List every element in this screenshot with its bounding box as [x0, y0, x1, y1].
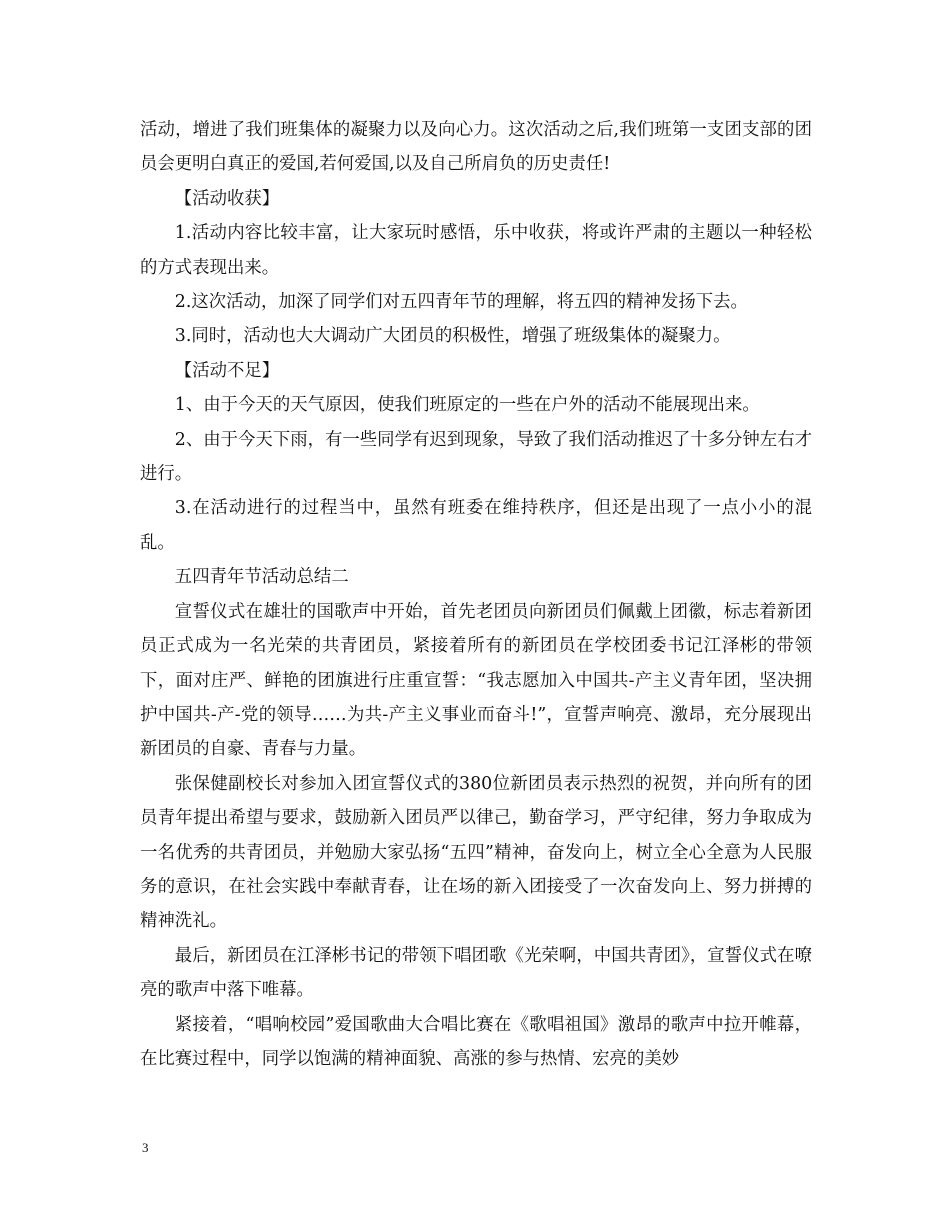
section-heading-shortcomings: 【活动不足】 — [174, 360, 280, 381]
document-body — [140, 113, 812, 1076]
shortcoming-item-3: 3.在活动进行的过程当中，虽然有班委在维持秩序，但还是出现了一点小小的混乱。 — [140, 498, 812, 553]
shortcoming-item-1: 1、由于今天的天气原因，使我们班原定的一些在户外的活动不能展现出来。 — [174, 395, 760, 416]
section-title-summary-two: 五四青年节活动总结二 — [174, 567, 349, 588]
paragraph-league-song: 最后，新团员在江泽彬书记的带领下唱团歌《光荣啊，中国共青团》，宣誓仪式在嘹亮的歌声中落下唯幕。 — [140, 945, 812, 1001]
harvest-item-3: 3.同时，活动也大大调动广大团员的积极性，增强了班级集体的凝聚力。 — [174, 326, 731, 347]
paragraph-oath-ceremony: 宣誓仪式在雄壮的国歌声中开始，首先老团员向新团员们佩戴上团徽，标志着新团员正式成为一名光荣的共青团员，紧接着所有的新团员在学校团委书记江泽彬的带领下，面对庄严、鲜艳的团旗进行庄重宣誓：“我志愿加入中国共-产主义青年团，坚决拥护中国共-产-党的领导……为共-产主义事业而奋斗!”，宣誓声响亮、激昂，充分展现出新团员的自豪、青春与力量。 — [140, 601, 812, 760]
harvest-item-1: 1.活动内容比较丰富，让大家玩时感悟，乐中收获，将或许严肃的主题以一种轻松的方式表现出来。 — [140, 223, 812, 278]
shortcoming-item-2: 2、由于今天下雨，有一些同学有迟到现象，导致了我们活动推迟了十多分钟左右才进行。 — [140, 429, 812, 485]
section-heading-harvest: 【活动收获】 — [174, 188, 280, 209]
page-number: 3 — [142, 1140, 149, 1155]
harvest-item-2: 2.这次活动，加深了同学们对五四青年节的理解，将五四的精神发扬下去。 — [174, 292, 748, 313]
paragraph-choir-contest: 紧接着，“唱响校园”爱国歌曲大合唱比赛在《歌唱祖国》激昂的歌声中拉开帷幕，在比赛过程中，同学以饱满的精神面貌、高涨的参与热情、宏亮的美妙 — [140, 1014, 812, 1069]
paragraph-vice-principal-speech: 张保健副校长对参加入团宣誓仪式的380位新团员表示热烈的祝贺，并向所有的团员青年提出希望与要求，鼓励新入团员严以律己，勤奋学习，严守纪律，努力争取成为一名优秀的共青团员，并勉励大家弘扬“五四”精神，奋发向上，树立全心全意为人民服务的意识，在社会实践中奉献青春，让在场的新入团接受了一次奋发向上、努力拼搏的精神洗礼。 — [140, 773, 812, 932]
paragraph-continuation: 活动，增进了我们班集体的凝聚力以及向心力。这次活动之后,我们班第一支团支部的团员会更明白真正的爱国,若何爱国,以及自己所肩负的历史责任! — [140, 120, 812, 175]
